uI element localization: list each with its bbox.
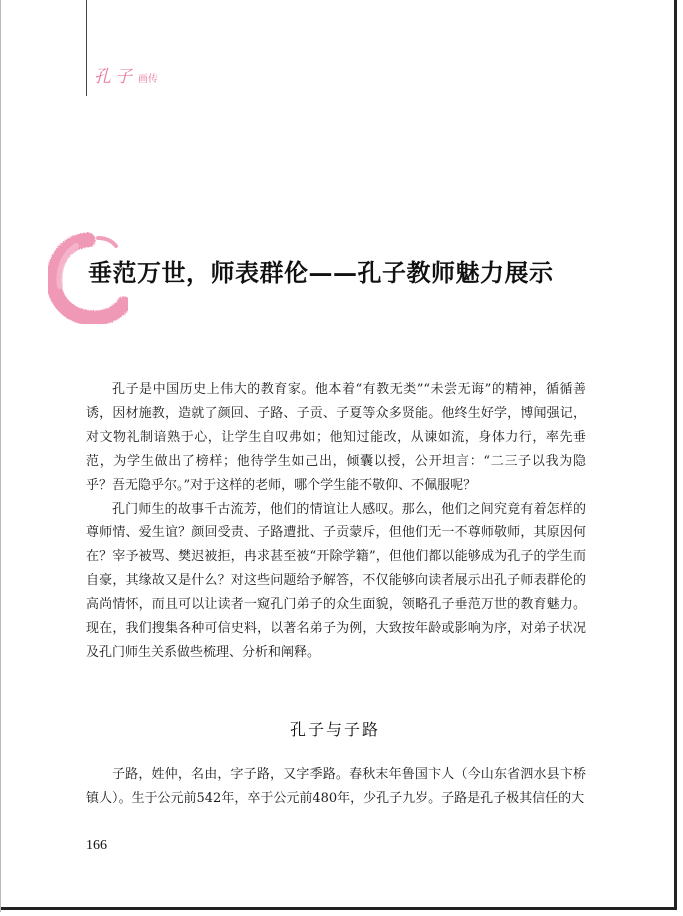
- chapter-title: 垂范万世，师表群伦——孔子教师魅力展示: [88, 258, 554, 287]
- section-heading: 孔子与子路: [289, 720, 380, 739]
- running-header-title: 孔子: [94, 67, 136, 87]
- intro-paragraph: 孔子是中国历史上伟大的教育家。他本着“有教无类”“未尝无诲”的精神，循循善诱，因材施教，造就了颜回、子路、子贡、子夏等众多贤能。他终生好学，博闻强记，对文物礼制谙熟于心，让学生自叹弗如；他知过能改，从谏如流，身体力行，率先垂范，为学生做出了榜样；他待学生如己出，倾囊以授，公开坦言：“二三子以我为隐乎？吾无隐乎尔。”对于这样的老师，哪个学生能不敬仰、不佩服呢？: [86, 382, 586, 493]
- section-paragraph: 子路，姓仲，名由，字子路，又字季路。春秋末年鲁国卞人（今山东省泗水县卞桥镇人）。生于公元前542年，卒于公元前480年，少孔子九岁。子路是孔子极其信任的大: [86, 767, 586, 806]
- running-header-subtitle: 画传: [138, 74, 158, 85]
- intro-paragraph: 孔门师生的故事千古流芳，他们的情谊让人感叹。那么，他们之间究竟有着怎样的尊师情、爱生谊？颜回受责、子路遭批、子贡蒙斥，但他们无一不尊师敬师，其原因何在？宰予被骂、樊迟被拒，冉求甚至被“开除学籍”，但他们都以能够成为孔子的学生而自豪，其缘故又是什么？对这些问题给予解答，不仅能够向读者展示出孔子师表群伦的高尚情怀，而且可以让读者一窥孔门弟子的众生面貌，领略孔子垂范万世的教育魅力。现在，我们搜集各种可信史料，以著名弟子为例，大致按年龄或影响为序，对弟子状况及孔门师生关系做些梳理、分析和阐释。: [86, 501, 586, 660]
- page-number: 166: [86, 838, 107, 853]
- section-text: [86, 763, 586, 811]
- running-header: [94, 62, 158, 88]
- intro-text: [86, 378, 586, 665]
- margin-rule: [86, 0, 87, 96]
- page-edge: [0, 0, 1, 912]
